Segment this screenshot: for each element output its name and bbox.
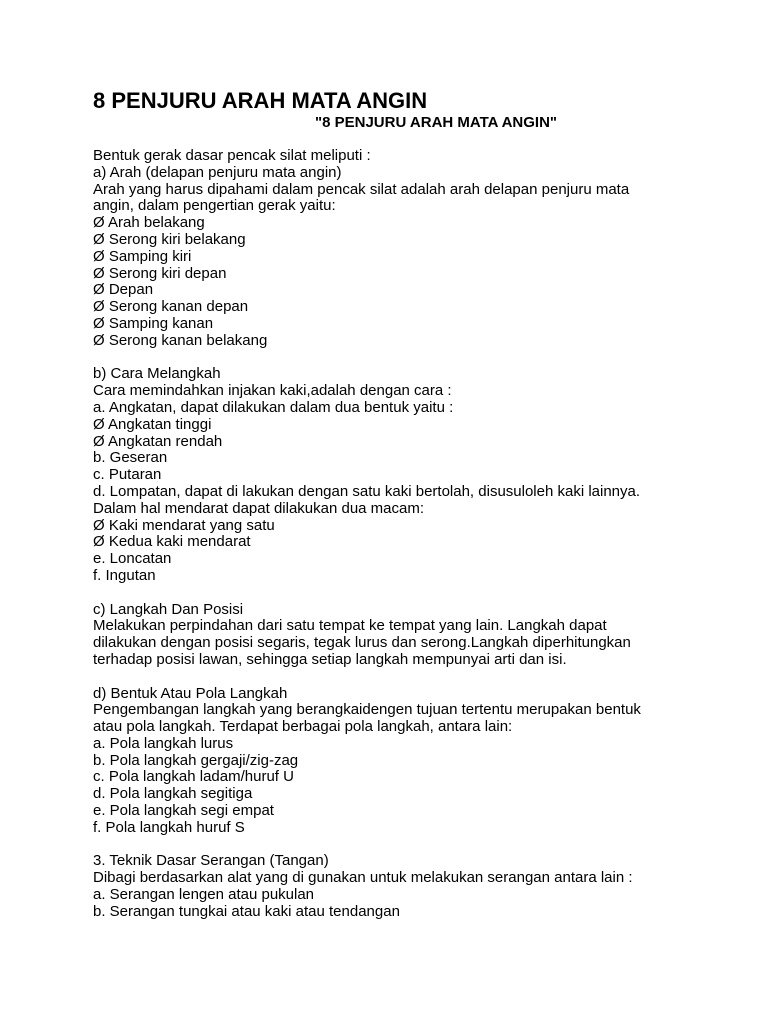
text-line: c. Putaran — [93, 466, 162, 484]
paragraph-spacer — [93, 669, 693, 686]
text-line: Ø Depan — [93, 281, 154, 299]
text-line: d. Pola langkah segitiga — [93, 785, 253, 803]
text-line: Dalam hal mendarat dapat dilakukan dua macam: — [93, 499, 425, 517]
text-line: b) Cara Melangkah — [93, 365, 221, 383]
text-line: Ø Angkatan rendah — [93, 432, 223, 450]
text-line: Pengembangan langkah yang berangkaidengen tujuan tertentu merupakan bentuk — [93, 701, 641, 719]
text-line: f. Ingutan — [93, 566, 156, 584]
text-line: b. Geseran — [93, 449, 168, 467]
text-line: 3. Teknik Dasar Serangan (Tangan) — [93, 852, 329, 870]
text-line: angin, dalam pengertian gerak yaitu: — [93, 197, 336, 215]
text-line: d) Bentuk Atau Pola Langkah — [93, 684, 288, 702]
text-line: a) Arah (delapan penjuru mata angin) — [93, 163, 342, 181]
text-line: Arah yang harus dipahami dalam pencak silat adalah arah delapan penjuru mata — [93, 180, 630, 198]
text-line: dilakukan dengan posisi segaris, tegak lurus dan serong.Langkah diperhitungkan — [93, 634, 631, 652]
text-line: c. Pola langkah ladam/huruf U — [93, 768, 294, 786]
text-line: atau pola langkah. Terdapat berbagai pola langkah, antara lain: — [93, 718, 513, 736]
text-line: b. Serangan tungkai atau kaki atau tendangan — [93, 902, 400, 920]
paragraph-spacer — [93, 350, 693, 367]
document-subtitle: "8 PENJURU ARAH MATA ANGIN" — [315, 114, 558, 131]
text-line: b. Pola langkah gergaji/zig-zag — [93, 751, 299, 769]
text-line: Ø Angkatan tinggi — [93, 415, 212, 433]
text-line: Ø Kedua kaki mendarat — [93, 533, 251, 551]
text-line: a. Pola langkah lurus — [93, 734, 234, 752]
text-line: Ø Serong kanan belakang — [93, 331, 268, 349]
document-body — [93, 148, 693, 921]
text-line: Cara memindahkan injakan kaki,adalah dengan cara : — [93, 382, 452, 400]
text-line: Ø Arah belakang — [93, 214, 205, 232]
text-line: Dibagi berdasarkan alat yang di gunakan untuk melakukan serangan antara lain : — [93, 869, 633, 887]
text-line: Ø Samping kiri — [93, 247, 192, 265]
text-line: Ø Serong kiri depan — [93, 264, 227, 282]
text-line: terhadap posisi lawan, sehingga setiap langkah mempunyai arti dan isi. — [93, 650, 567, 668]
text-line: a. Angkatan, dapat dilakukan dalam dua bentuk yaitu : — [93, 398, 454, 416]
text-line: Ø Serong kiri belakang — [93, 230, 246, 248]
document-content — [93, 88, 693, 921]
text-line: Ø Serong kanan depan — [93, 298, 249, 316]
text-line: Ø Kaki mendarat yang satu — [93, 516, 275, 534]
text-line: Ø Samping kanan — [93, 314, 214, 332]
text-line: Melakukan perpindahan dari satu tempat ke tempat yang lain. Langkah dapat — [93, 617, 607, 635]
text-line: d. Lompatan, dapat di lakukan dengan satu kaki bertolah, disusuloleh kaki lainnya. — [93, 482, 641, 500]
paragraph-spacer — [93, 837, 693, 854]
text-line: a. Serangan lengen atau pukulan — [93, 886, 315, 904]
text-line: Bentuk gerak dasar pencak silat meliputi : — [93, 147, 371, 164]
text-line: f. Pola langkah huruf S — [93, 818, 245, 836]
text-line: e. Loncatan — [93, 550, 172, 568]
paragraph-spacer — [93, 585, 693, 602]
text-line: c) Langkah Dan Posisi — [93, 600, 244, 618]
text-line: e. Pola langkah segi empat — [93, 802, 274, 820]
document-title: 8 PENJURU ARAH MATA ANGIN — [93, 88, 428, 113]
